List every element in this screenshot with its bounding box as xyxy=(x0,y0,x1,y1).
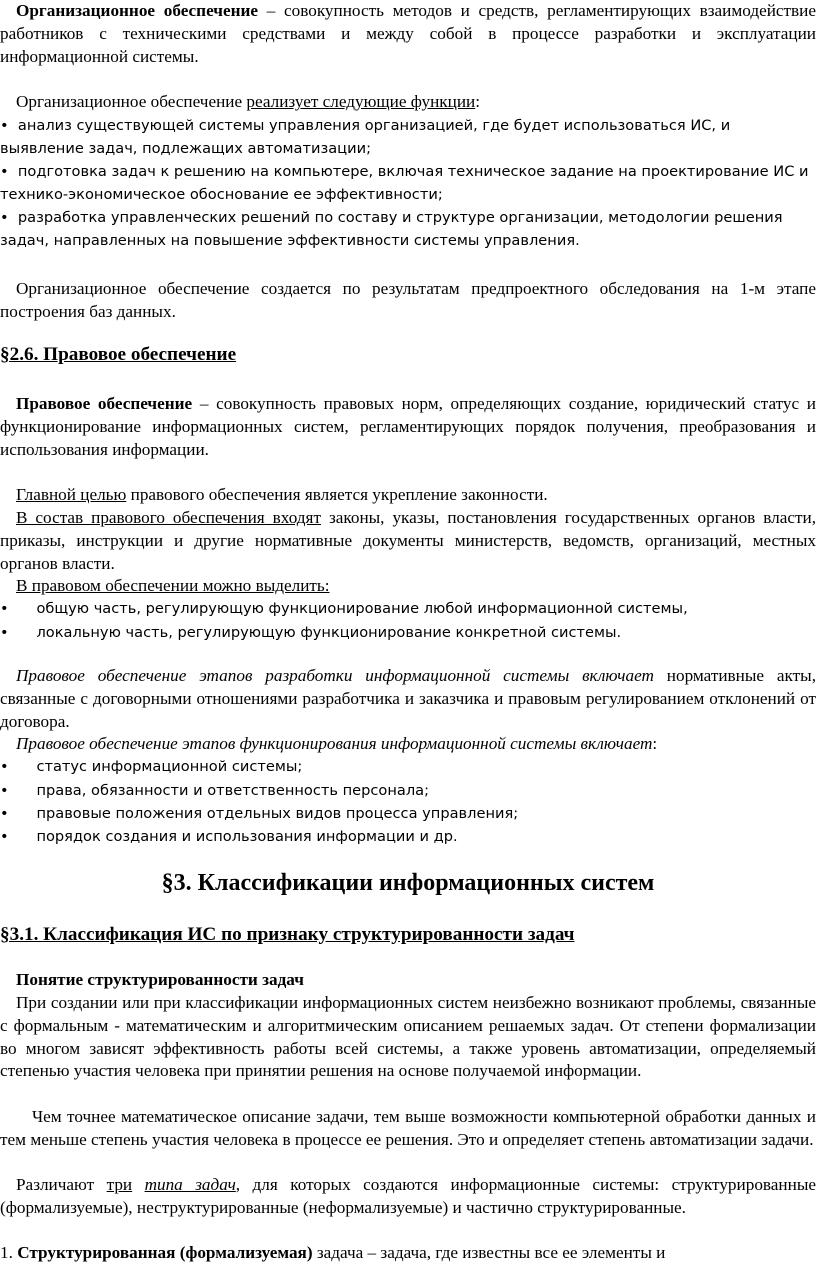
list-item-text: правовые положения отдельных видов процесса управления; xyxy=(36,805,519,822)
list-item-text: статус информационной системы; xyxy=(36,758,303,775)
item-number: 1. xyxy=(0,1243,18,1262)
types-lead: Различают xyxy=(16,1175,107,1194)
org-definition-text: – совокупность методов и средств, регламентирующих взаимодействие работников с техническими средствами и между собой в процессе разработки и эксплуатации информационной системы. xyxy=(0,1,816,66)
bullet-icon: • xyxy=(0,758,37,775)
org-functions-underlined: реализует следующие функции xyxy=(246,92,476,111)
legal-part-item-1 xyxy=(0,598,816,621)
list-item-text: подготовка задач к решению на компьютере, включая техническое задание на проектирование ИС и технико-экономическое обоснование ее эффективности; xyxy=(0,163,809,203)
legal-definition-paragraph xyxy=(0,393,816,461)
classification-paragraph-1: При создании или при классификации информационных систем неизбежно возникают проблемы, связанные с формальным - математическим и алгоритмическим описанием решаемых задач. От степени формализации во многом зависят эффективность работы всей системы, а также уровень автоматизации, определяемый степенью участия человека при принятии решения на основе получаемой информации. xyxy=(0,993,816,1081)
list-item-text: порядок создания и использования информации и др. xyxy=(36,828,458,845)
bullet-icon: • xyxy=(0,828,37,845)
org-functions-colon: : xyxy=(475,92,480,111)
bullet-icon: • xyxy=(0,600,37,617)
legal-operation-item-4 xyxy=(0,826,816,849)
legal-composition-paragraph xyxy=(0,507,816,575)
legal-operation-item-2 xyxy=(0,780,816,803)
structured-task-paragraph xyxy=(0,1242,816,1265)
org-functions-lead: Организационное обеспечение xyxy=(16,92,247,111)
legal-operation-italic: Правовое обеспечение этапов функционирования информационной системы включает xyxy=(16,734,653,753)
structured-task-text: задача – задача, где известны все ее элементы и xyxy=(312,1243,666,1262)
classification-section-heading: §3.1. Классификация ИС по признаку структурированности задач xyxy=(0,924,575,945)
list-item-text: права, обязанности и ответственность персонала; xyxy=(36,782,430,799)
legal-goal-text: правового обеспечения является укрепление законности. xyxy=(126,485,548,504)
legal-development-paragraph xyxy=(0,665,816,733)
org-function-item-1 xyxy=(0,115,816,161)
legal-operation-intro xyxy=(0,733,816,756)
legal-parts-intro xyxy=(0,575,816,598)
types-term-underlined: типа задач xyxy=(144,1175,236,1194)
bullet-icon: • xyxy=(0,117,18,134)
concept-title: Понятие структурированности задач xyxy=(16,970,304,989)
legal-goal-underlined: Главной целью xyxy=(16,485,127,504)
legal-development-text: нормативные акты, связанные с договорными отношениями разработчика и заказчика и правовым регулированием отклонений от договора. xyxy=(0,666,816,731)
classification-chapter-heading: §3. Классификации информационных систем xyxy=(161,870,655,896)
bullet-icon: • xyxy=(0,782,37,799)
legal-goal-paragraph xyxy=(0,484,816,507)
bullet-icon: • xyxy=(0,624,37,641)
legal-definition-text: – совокупность правовых норм, определяющих создание, юридический статус и функционирование информационных систем, регламентирующих порядок получения, преобразования и использования информации. xyxy=(0,394,816,459)
legal-section-heading: §2.6. Правовое обеспечение xyxy=(0,344,237,365)
list-item-text: общую часть, регулирующую функционирование любой информационной системы, xyxy=(36,600,688,617)
org-functions-intro xyxy=(0,91,816,114)
bullet-icon: • xyxy=(0,209,18,226)
legal-composition-underlined: В состав правового обеспечения входят xyxy=(16,508,321,527)
legal-operation-colon: : xyxy=(652,734,658,753)
list-item-text: локальную часть, регулирующую функционирование конкретной системы. xyxy=(36,624,622,641)
legal-operation-item-1 xyxy=(0,756,816,779)
bullet-icon: • xyxy=(0,805,37,822)
legal-parts-underlined: В правовом обеспечении можно выделить: xyxy=(16,576,330,595)
legal-part-item-2 xyxy=(0,622,816,645)
bullet-icon: • xyxy=(0,163,18,180)
legal-operation-item-3 xyxy=(0,803,816,826)
list-item-text: анализ существующей системы управления организацией, где будет использоваться ИС, и выявление задач, подлежащих автоматизации; xyxy=(0,117,731,157)
legal-composition-text: законы, указы, постановления государственных органов власти, приказы, инструкции и другие нормативные документы министерств, ведомств, организаций, местных органов власти. xyxy=(0,508,816,573)
list-item-text: разработка управленческих решений по составу и структуре организации, методологии решения задач, направленных на повышение эффективности системы управления. xyxy=(0,209,783,249)
classification-paragraph-2: Чем точнее математическое описание задачи, тем выше возможности компьютерной обработки данных и тем меньше степень участия человека в процессе ее решения. Это и определяет степень автоматизации задачи. xyxy=(0,1107,816,1149)
types-space xyxy=(132,1175,144,1194)
types-text: , для которых создаются информационные системы: структурированные (формализуемые), неструктурированные (неформализуемые) и частично структурированные. xyxy=(0,1175,816,1217)
classification-paragraph-3 xyxy=(0,1174,816,1220)
org-definition-paragraph xyxy=(0,0,816,68)
org-term: Организационное обеспечение xyxy=(16,1,259,20)
org-function-item-3 xyxy=(0,207,816,253)
legal-term: Правовое обеспечение xyxy=(16,394,193,413)
types-count-underlined: три xyxy=(106,1175,133,1194)
structured-task-term: Структурированная (формализуемая) xyxy=(17,1243,313,1262)
org-function-item-2 xyxy=(0,161,816,207)
legal-development-italic: Правовое обеспечение этапов разработки информационной системы включает xyxy=(16,666,654,685)
org-created-paragraph: Организационное обеспечение создается по результатам предпроектного обследования на 1-м этапе построения баз данных. xyxy=(0,279,816,321)
